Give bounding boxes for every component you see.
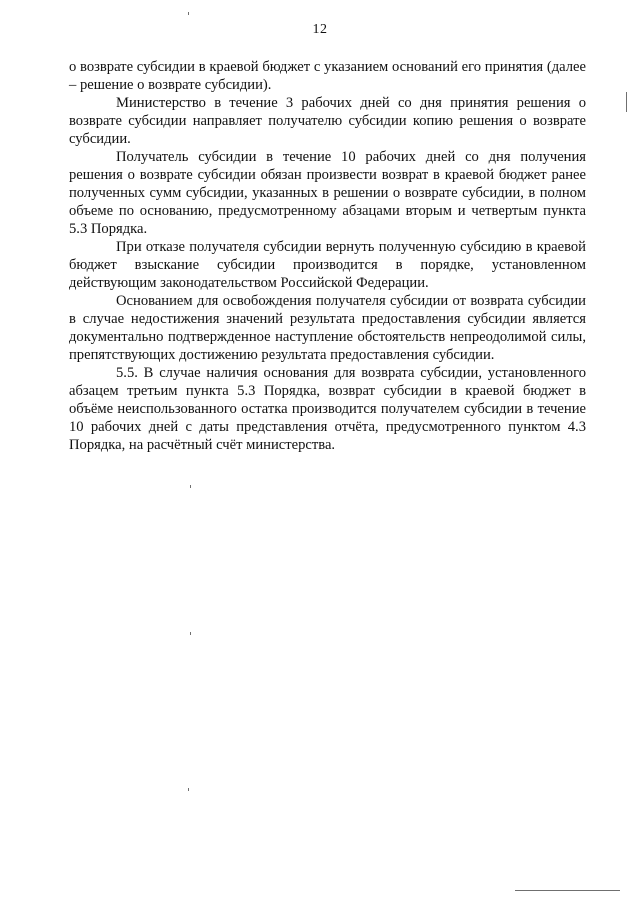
paragraph-refusal-recovery: При отказе получателя субсидии вернуть полученную субсидию в краевой бюджет взыскание субсидии производится в порядке, установленном действующим законодательством Российской Федерации. [69,239,586,291]
paragraph-ministry-notice: Министерство в течение 3 рабочих дней со дня принятия решения о возврате субсидии направляет получателю субсидии копию решения о возврате субсидии. [69,95,586,147]
scan-mark-right-edge [626,92,627,112]
scan-mark-mid-2 [190,632,191,635]
document-body [69,58,586,454]
scan-mark-mid-3 [188,788,189,791]
paragraph-exemption-grounds: Основанием для освобождения получателя субсидии от возврата субсидии в случае недостижения значений результата предоставления субсидии является документально подтвержденное наступление обстоятельств непреодолимой силы, препятствующих достижению результата предоставления субсидии. [69,293,586,363]
scan-mark-mid-1 [190,485,191,488]
paragraph-continuation: о возврате субсидии в краевой бюджет с указанием оснований его принятия (далее – решение о возврате субсидии). [69,59,586,93]
scan-mark-bottom-line [515,890,620,891]
scan-mark-top [188,12,189,15]
paragraph-recipient-obligation: Получатель субсидии в течение 10 рабочих дней со дня получения решения о возврате субсидии обязан произвести возврат в краевой бюджет ранее полученных сумм субсидии, указанных в решении о возврате субсидии, в полном объеме по основанию, предусмотренному абзацами вторым и четвертым пункта 5.3 Порядка. [69,149,586,237]
page-number: 12 [312,22,328,37]
paragraph-clause-5-5: 5.5. В случае наличия основания для возврата субсидии, установленного абзацем третьим пункта 5.3 Порядка, возврат субсидии в краевой бюджет в объёме неиспользованного остатка производится получателем субсидии в течение 10 рабочих дней с даты представления отчёта, предусмотренного пунктом 4.3 Порядка, на расчётный счёт министерства. [69,365,586,453]
